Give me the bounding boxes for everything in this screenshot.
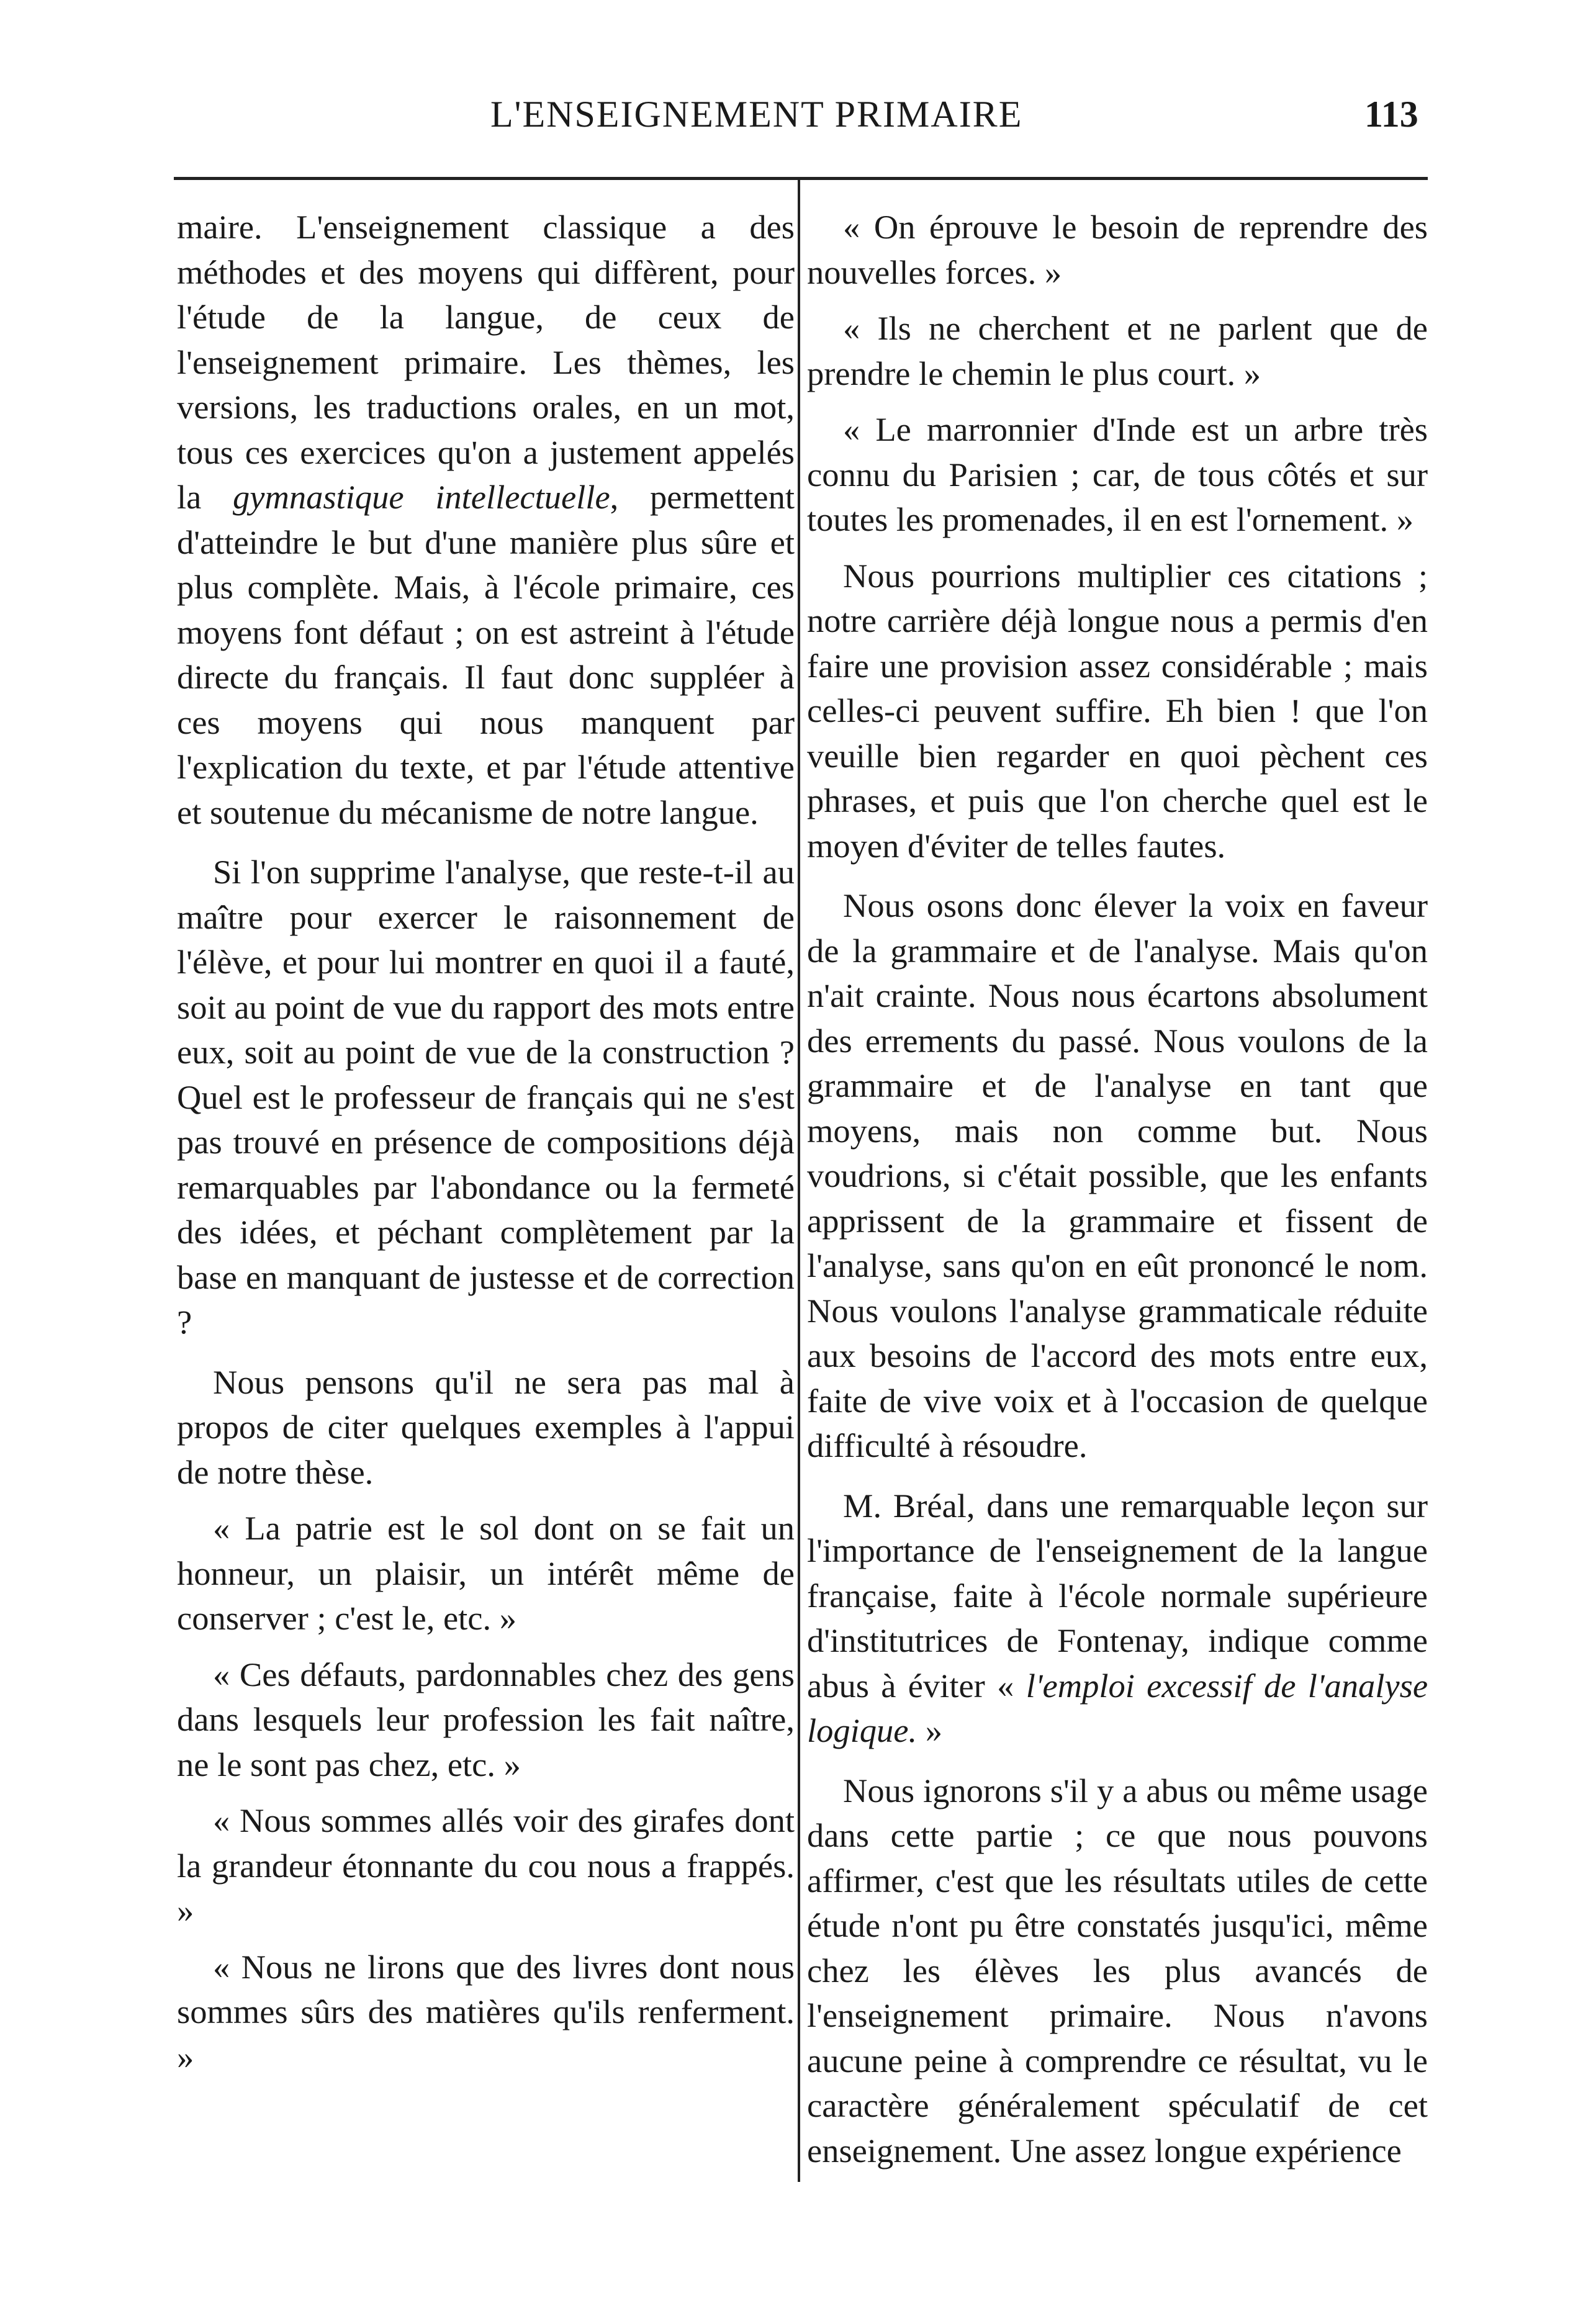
paragraph: Nous osons donc élever la voix en faveur de la grammaire et de l'analyse. Mais qu'on n'ait crainte. Nous nous écartons absolument des errements du passé. Nous voulons de la grammaire et de l'analyse en tant que moyens, mais non comme but. Nous voudrions, si c'était possible, que les enfants apprissent de la grammaire et fissent de l'analyse, sans qu'on en eût prononcé le nom. Nous voulons l'analyse grammaticale réduite aux besoins de l'accord des mots entre eux, faite de vive voix et à l'occasion de quelque difficulté à résoudre. [807, 886, 1428, 1464]
right-column [807, 205, 1428, 2188]
italic-phrase: l'emploi excessif de l'analyse logique. [807, 1666, 1428, 1749]
quotation: « La patrie est le sol dont on se fait un honneur, un plaisir, un intérêt même de conserver ; c'est le, etc. » [177, 1509, 795, 1637]
quotation: « Ils ne cherchent et ne parlent que de prendre le chemin le plus court. » [807, 309, 1428, 392]
page-header [0, 93, 1596, 149]
paragraph: Nous pourrions multiplier ces citations ; notre carrière déjà longue nous a permis d'en faire une provision assez considérable ; mais celles-ci peuvent suffire. Eh bien ! que l'on veuille bien regarder en quoi pèchent ces phrases, et puis que l'on cherche quel est le moyen d'éviter de telles fautes. [807, 556, 1428, 865]
quotation: « Nous sommes allés voir des girafes dont la grandeur étonnante du cou nous a frappés. » [177, 1801, 795, 1929]
quotation: « Le marronnier d'Inde est un arbre très connu du Parisien ; car, de tous côtés et sur toutes les promenades, il en est l'ornement. » [807, 410, 1428, 538]
header-rule [174, 177, 1428, 180]
quotation: « Nous ne lirons que des livres dont nous sommes sûrs des matières qu'ils renferment. » [177, 1947, 795, 2076]
paragraph: Nous ignorons s'il y a abus ou même usage dans cette partie ; ce que nous pouvons affirmer, c'est que les résultats utiles de cette étude n'ont pu être constatés jusqu'ici, même chez les élèves les plus avancés de l'enseignement primaire. Nous n'avons aucune peine à comprendre ce résultat, vu le caractère généralement spéculatif de cet enseignement. Une assez longue expérience [807, 1771, 1428, 2170]
paragraph: maire. L'enseignement classique a des méthodes et des moyens qui diffèrent, pour l'étude de la langue, de ceux de l'enseignement primaire. Les thèmes, les versions, les traductions orales, en un mot, tous ces exercices qu'on a justement appelés la gymnastique intellectuelle, permettent d'atteindre le but d'une manière plus sûre et plus complète. Mais, à l'école primaire, ces moyens font défaut ; on est astreint à l'étude directe du français. Il faut donc suppléer à ces moyens qui nous manquent par l'explication du texte, et par l'étude attentive et soutenue du mécanisme de notre langue. [177, 208, 795, 831]
italic-phrase: gymnastique intellectuelle [233, 478, 610, 516]
quotation: « Ces défauts, pardonnables chez des gens dans lesquels leur profession les fait naître, ne le sont pas chez, etc. » [177, 1655, 795, 1783]
paragraph: M. Bréal, dans une remarquable leçon sur l'importance de l'enseignement de la langue française, faite à l'école normale supérieure d'institutrices de Fontenay, indique comme abus à éviter « l'emploi excessif de l'analyse logique. » [807, 1486, 1428, 1749]
running-title: L'ENSEIGNEMENT PRIMAIRE [490, 94, 1023, 135]
column-divider [798, 177, 800, 2182]
quotation: « On éprouve le besoin de reprendre des nouvelles forces. » [807, 208, 1428, 291]
paragraph: Si l'on supprime l'analyse, que reste-t-il au maître pour exercer le raisonnement de l'élève, et pour lui montrer en quoi il a fauté, soit au point de vue du rapport des mots entre eux, soit au point de vue de la construction ? Quel est le professeur de français qui ne s'est pas trouvé en présence de compositions déjà remarquables par l'abondance ou la fermeté des idées, et péchant complètement par la base en manquant de justesse et de correction ? [177, 853, 795, 1341]
paragraph: Nous pensons qu'il ne sera pas mal à propos de citer quelques exemples à l'appui de notre thèse. [177, 1363, 795, 1491]
left-column [177, 205, 795, 2091]
page-number: 113 [1364, 94, 1418, 135]
